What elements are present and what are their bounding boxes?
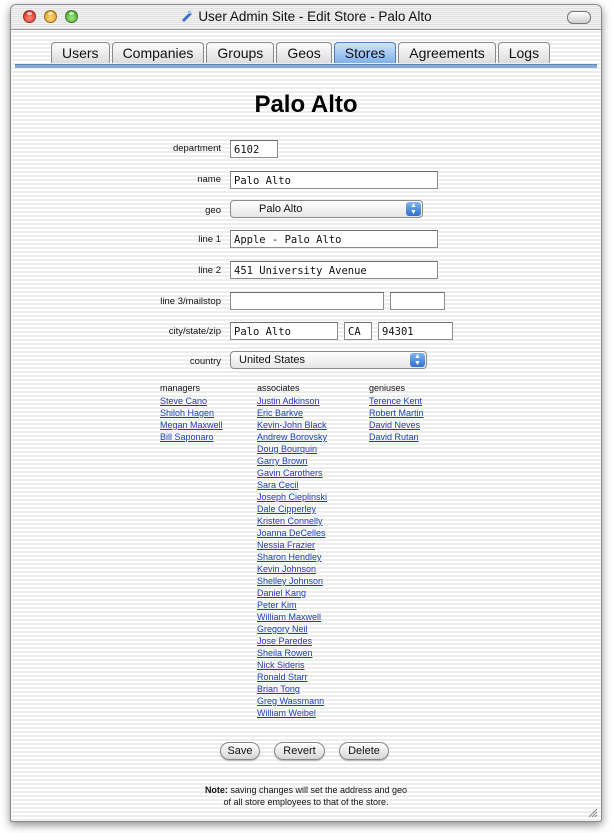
save-button[interactable]: Save: [220, 742, 260, 760]
tab-agreements[interactable]: Agreements: [398, 42, 495, 63]
country-select-value: United States: [239, 354, 306, 366]
line2-field[interactable]: 451 University Avenue: [230, 261, 438, 279]
managers-heading: managers: [160, 383, 201, 393]
city-state-zip-label: city/state/zip: [168, 326, 221, 337]
manager-link[interactable]: Bill Saponaro: [160, 432, 214, 442]
genius-link[interactable]: David Neves: [369, 420, 421, 430]
department-field[interactable]: 6102: [230, 140, 278, 158]
country-select[interactable]: [230, 351, 427, 369]
city-field[interactable]: Palo Alto: [230, 322, 338, 340]
line3-field[interactable]: [230, 292, 384, 310]
popup-arrows-icon: ▲ ▼: [410, 353, 425, 367]
associate-link[interactable]: Kevin Johnson: [257, 564, 317, 574]
associate-link[interactable]: Justin Adkinson: [257, 396, 320, 406]
window-title-area: [11, 9, 601, 24]
associate-link[interactable]: Joanna DeCelles: [257, 528, 326, 538]
geniuses-heading: geniuses: [369, 383, 406, 393]
name-field[interactable]: Palo Alto: [230, 171, 438, 189]
state-field[interactable]: CA: [344, 322, 372, 340]
associate-link[interactable]: Doug Bourquin: [257, 444, 318, 454]
line2-label: line 2: [198, 265, 221, 276]
manager-link[interactable]: Megan Maxwell: [160, 420, 223, 430]
associate-link[interactable]: Garry Brown: [257, 456, 308, 466]
associate-link[interactable]: Gavin Carothers: [257, 468, 323, 478]
mailstop-field[interactable]: [390, 292, 445, 310]
associate-link[interactable]: Jose Paredes: [257, 636, 313, 646]
associate-link[interactable]: Joseph Cieplinski: [257, 492, 328, 502]
document-proxy-icon[interactable]: [180, 10, 193, 23]
managers-list: [160, 395, 223, 443]
note-line-1: saving changes will set the address and geo: [227, 785, 408, 795]
associate-link[interactable]: Brian Tong: [257, 684, 300, 694]
tab-bar: [51, 42, 552, 64]
tab-companies[interactable]: Companies: [112, 42, 205, 63]
country-label: country: [189, 356, 221, 367]
geo-label: geo: [205, 205, 221, 216]
associate-link[interactable]: William Weibel: [257, 708, 316, 718]
geniuses-list: [369, 395, 424, 443]
tab-geos[interactable]: Geos: [276, 42, 331, 63]
app-window: [10, 4, 602, 822]
genius-link[interactable]: Terence Kent: [369, 396, 423, 406]
associate-link[interactable]: Nick Sideris: [257, 660, 305, 670]
save-note: [11, 784, 601, 808]
associate-link[interactable]: Ronald Starr: [257, 672, 308, 682]
tab-divider: [15, 64, 597, 68]
associate-link[interactable]: Daniel Kang: [257, 588, 307, 598]
manager-link[interactable]: Steve Cano: [160, 396, 208, 406]
line3-label: line 3/mailstop: [160, 296, 221, 307]
note-label: Note:: [204, 785, 228, 795]
genius-link[interactable]: David Rutan: [369, 432, 419, 442]
revert-button[interactable]: Revert: [274, 742, 325, 760]
line1-field[interactable]: Apple - Palo Alto: [230, 230, 438, 248]
associate-link[interactable]: Shelley Johnson: [257, 576, 324, 586]
associate-link[interactable]: Gregory Neil: [257, 624, 308, 634]
toolbar-toggle-button[interactable]: [567, 11, 591, 24]
associate-link[interactable]: Eric Barkve: [257, 408, 304, 418]
resize-grip-icon[interactable]: [587, 807, 598, 818]
page-title: Palo Alto: [254, 91, 358, 118]
line1-label: line 1: [198, 234, 221, 245]
window-title: User Admin Site - Edit Store - Palo Alto: [198, 9, 432, 24]
zip-field[interactable]: 94301: [378, 322, 453, 340]
associate-link[interactable]: Peter Kim: [257, 600, 297, 610]
geo-select[interactable]: [230, 200, 423, 218]
associate-link[interactable]: Andrew Borovsky: [257, 432, 328, 442]
title-bar: [11, 5, 601, 30]
associate-link[interactable]: Dale Cipperley: [257, 504, 317, 514]
geo-select-value: Palo Alto: [259, 203, 303, 215]
tab-groups[interactable]: Groups: [206, 42, 274, 63]
associate-link[interactable]: Greg Wassmann: [257, 696, 325, 706]
associate-link[interactable]: Nessia Frazier: [257, 540, 316, 550]
associate-link[interactable]: Sharon Hendley: [257, 552, 322, 562]
department-label: department: [172, 143, 221, 154]
tab-logs[interactable]: Logs: [498, 42, 550, 63]
name-label: name: [197, 174, 221, 185]
associate-link[interactable]: Kevin-John Black: [257, 420, 327, 430]
manager-link[interactable]: Shiloh Hagen: [160, 408, 215, 418]
tab-users[interactable]: Users: [51, 42, 110, 63]
note-line-2: of all store employees to that of the store.: [223, 797, 389, 807]
associates-heading: associates: [257, 383, 300, 393]
tab-stores[interactable]: Stores: [334, 42, 396, 63]
popup-arrows-icon: ▲ ▼: [406, 202, 421, 216]
associate-link[interactable]: William Maxwell: [257, 612, 322, 622]
delete-button[interactable]: Delete: [339, 742, 389, 760]
associate-link[interactable]: Kristen Connelly: [257, 516, 323, 526]
associates-list: [257, 395, 327, 719]
associate-link[interactable]: Sara Cecil: [257, 480, 299, 490]
associate-link[interactable]: Sheila Rowen: [257, 648, 313, 658]
genius-link[interactable]: Robert Martin: [369, 408, 424, 418]
